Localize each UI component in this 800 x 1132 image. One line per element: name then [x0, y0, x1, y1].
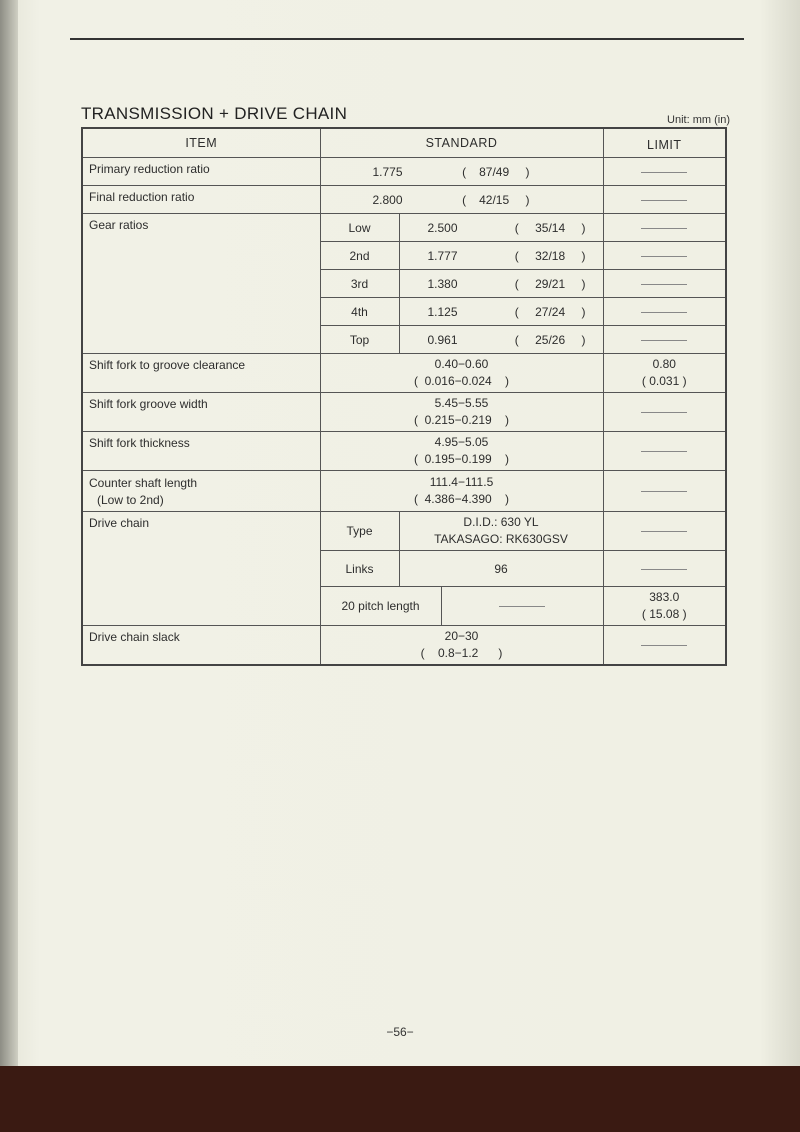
- item-cell: Drive chain slack: [82, 626, 320, 666]
- unit-note: Unit: mm (in): [667, 114, 730, 126]
- no-limit-dash: [641, 412, 687, 413]
- gear-name: 4th: [320, 298, 399, 326]
- chain-pitch-standard: [441, 587, 603, 626]
- no-limit-dash: [641, 569, 687, 570]
- standard-cell: 2.800 ( 42/15 ): [320, 186, 603, 214]
- no-limit-dash: [641, 312, 687, 313]
- table-row: [82, 432, 726, 471]
- table-row: [82, 626, 726, 666]
- section-title: TRANSMISSION + DRIVE CHAIN: [81, 104, 348, 123]
- no-limit-dash: [641, 172, 687, 173]
- no-limit-dash: [641, 451, 687, 452]
- standard-cell: 1.775 ( 87/49 ): [320, 158, 603, 186]
- no-limit-dash: [641, 228, 687, 229]
- standard-cell: 0.40−0.60 ( 0.016−0.024 ): [320, 354, 603, 393]
- header-row: [82, 128, 726, 158]
- item-cell: Shift fork groove width: [82, 393, 320, 432]
- page-number: −56−: [386, 1025, 414, 1039]
- standard-cell: 111.4−111.5 ( 4.386−4.390 ): [320, 471, 603, 512]
- no-standard-dash: [499, 606, 545, 607]
- limit-cell: [603, 551, 726, 587]
- limit-cell: [603, 432, 726, 471]
- gear-name: Top: [320, 326, 399, 354]
- item-cell: Final reduction ratio: [82, 186, 320, 214]
- table-row-drive-chain-type: [82, 512, 726, 551]
- table-row: [82, 471, 726, 512]
- ratio-fraction: 42/15: [479, 192, 510, 207]
- no-limit-dash: [641, 256, 687, 257]
- table-row: [82, 186, 726, 214]
- gear-ratio: 0.961 ( 25/26 ): [399, 326, 603, 354]
- ratio-fraction: 87/49: [479, 164, 510, 179]
- no-limit-dash: [641, 491, 687, 492]
- limit-cell: [603, 326, 726, 354]
- header-item: ITEM: [82, 128, 320, 158]
- item-cell: Drive chain: [82, 512, 320, 626]
- chain-links-label: Links: [320, 551, 399, 587]
- no-limit-dash: [641, 340, 687, 341]
- item-cell: Primary reduction ratio: [82, 158, 320, 186]
- no-limit-dash: [641, 531, 687, 532]
- limit-cell: [603, 298, 726, 326]
- gear-ratio: 1.380 ( 29/21 ): [399, 270, 603, 298]
- item-cell: Shift fork thickness: [82, 432, 320, 471]
- book-spine-shadow: [0, 0, 18, 1066]
- no-limit-dash: [641, 645, 687, 646]
- header-rule: [70, 38, 744, 40]
- chain-pitch-label: 20 pitch length: [320, 587, 441, 626]
- chain-type-label: Type: [320, 512, 399, 551]
- limit-cell: [603, 512, 726, 551]
- chain-links-value: 96: [399, 551, 603, 587]
- table-row: [82, 354, 726, 393]
- limit-cell: [603, 214, 726, 242]
- ratio-value: 2.800: [372, 192, 403, 207]
- standard-cell: 20−30 ( 0.8−1.2 ): [320, 626, 603, 666]
- ratio-value: 1.775: [372, 164, 403, 179]
- no-limit-dash: [641, 284, 687, 285]
- limit-cell: 0.80 ( 0.031 ): [603, 354, 726, 393]
- limit-cell: 383.0 ( 15.08 ): [603, 587, 726, 626]
- limit-cell: [603, 270, 726, 298]
- limit-cell: [603, 626, 726, 666]
- table-row: [82, 393, 726, 432]
- item-cell: Counter shaft length (Low to 2nd): [82, 471, 320, 512]
- gear-name: Low: [320, 214, 399, 242]
- gear-ratio: 1.777 ( 32/18 ): [399, 242, 603, 270]
- item-cell: Gear ratios: [82, 214, 320, 354]
- spec-table: [81, 127, 727, 666]
- table-row-gear-low: [82, 214, 726, 242]
- standard-cell: 4.95−5.05 ( 0.195−0.199 ): [320, 432, 603, 471]
- gear-name: 2nd: [320, 242, 399, 270]
- item-cell: Shift fork to groove clearance: [82, 354, 320, 393]
- limit-cell: [603, 242, 726, 270]
- gear-name: 3rd: [320, 270, 399, 298]
- chain-type-value: D.I.D.: 630 YL TAKASAGO: RK630GSV: [399, 512, 603, 551]
- header-standard: STANDARD: [320, 128, 603, 158]
- table-row: [82, 158, 726, 186]
- limit-cell: [603, 158, 726, 186]
- limit-cell: [603, 186, 726, 214]
- gear-ratio: 1.125 ( 27/24 ): [399, 298, 603, 326]
- standard-cell: 5.45−5.55 ( 0.215−0.219 ): [320, 393, 603, 432]
- no-limit-dash: [641, 200, 687, 201]
- limit-cell: [603, 393, 726, 432]
- header-limit: LIMIT: [603, 128, 726, 158]
- gear-ratio: 2.500 ( 35/14 ): [399, 214, 603, 242]
- limit-cell: [603, 471, 726, 512]
